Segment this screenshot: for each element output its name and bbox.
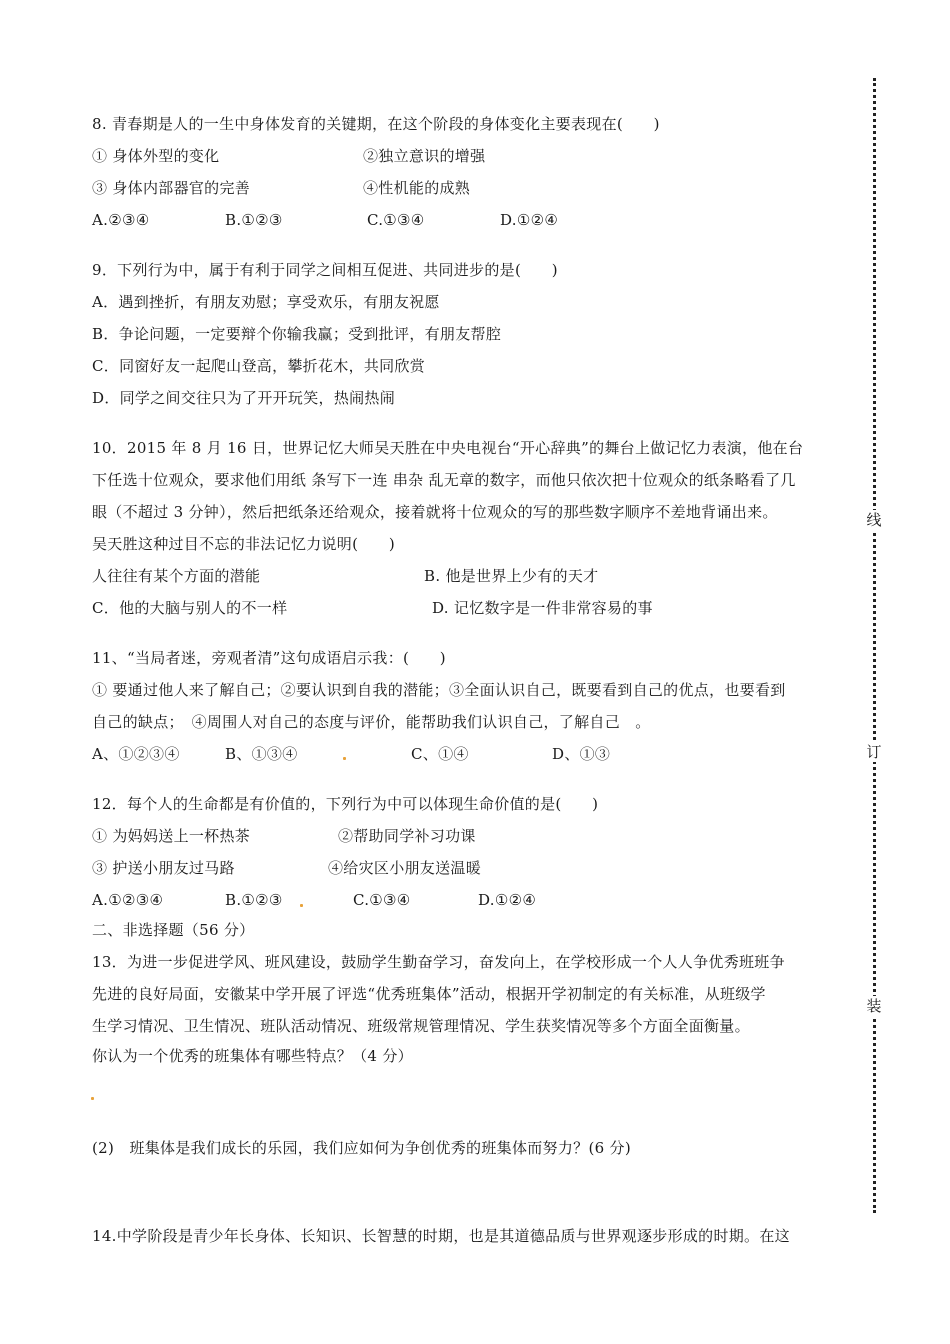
q9-option-c: C．同窗好友一起爬山登高，攀折花木，共同欣赏 <box>92 357 426 375</box>
section-heading-nonchoice: 二、非选择题（56 分） <box>92 921 255 939</box>
binding-dotted-line <box>873 78 876 1213</box>
q11-option-a: A、①②③④ <box>92 745 180 763</box>
q8-item-1: ① 身体外型的变化 <box>92 147 220 165</box>
q8-option-c: C.①③④ <box>367 211 425 229</box>
q10-option-c: C．他的大脑与别人的不一样 <box>92 599 288 617</box>
q8-item-4: ④性机能的成熟 <box>363 179 471 197</box>
q10-line-2: 下任选十位观众，要求他们用纸 条写下一连 串杂 乱无章的数字，而他只依次把十位观众的纸条略看了几 <box>92 471 796 489</box>
q8-item-2: ②独立意识的增强 <box>363 147 486 165</box>
q9-option-b: B．争论问题，一定要辩个你输我赢；受到批评，有朋友帮腔 <box>92 325 502 343</box>
q13-line-2: 先进的良好局面，安徽某中学开展了评选“优秀班集体”活动，根据开学初制定的有关标准，从班级学 <box>92 985 766 1003</box>
q12-item-2: ②帮助同学补习功课 <box>338 827 476 845</box>
scan-speck <box>91 1097 94 1100</box>
binding-label-zhuang: 装 <box>863 996 885 1016</box>
q12-stem: 12．每个人的生命都是有价值的，下列行为中可以体现生命价值的是( ) <box>92 795 599 813</box>
q11-stem: 11、“当局者迷，旁观者清”这句成语启示我：( ) <box>92 649 446 667</box>
q10-option-b: B. 他是世界上少有的天才 <box>424 567 599 585</box>
q11-option-d: D、①③ <box>552 745 611 763</box>
q8-stem: 8. 青春期是人的一生中身体发育的关键期，在这个阶段的身体变化主要表现在( ) <box>92 115 660 133</box>
q11-line-2: ① 要通过他人来了解自己；②要认识到自我的潜能；③全面认识自己，既要看到自己的优点，也要看到 <box>92 681 786 699</box>
q10-option-d: D. 记忆数字是一件非常容易的事 <box>432 599 653 617</box>
q11-option-c: C、①④ <box>411 745 469 763</box>
q12-option-b: B.①②③ <box>225 891 283 909</box>
q13-line-3: 生学习情况、卫生情况、班队活动情况、班级常规管理情况、学生获奖情况等多个方面全面衡量。 <box>92 1017 750 1035</box>
scan-speck <box>300 904 303 907</box>
q8-option-a: A.②③④ <box>92 211 150 229</box>
q12-item-1: ① 为妈妈送上一杯热茶 <box>92 827 251 845</box>
q8-item-3: ③ 身体内部器官的完善 <box>92 179 251 197</box>
q10-line-1: 10．2015 年 8 月 16 日，世界记忆大师吴天胜在中央电视台“开心辞典”的舞台上做记忆力表演，他在台 <box>92 439 804 457</box>
q12-item-4: ④给灾区小朋友送温暖 <box>328 859 482 877</box>
q11-line-3: 自己的缺点； ④周围人对自己的态度与评价，能帮助我们认识自己，了解自己 。 <box>92 713 651 731</box>
binding-label-xian: 线 <box>863 510 885 530</box>
q9-stem: 9．下列行为中，属于有利于同学之间相互促进、共同进步的是( ) <box>92 261 558 279</box>
q10-line-4: 吴天胜这种过目不忘的非法记忆力说明( ) <box>92 535 396 553</box>
q12-option-a: A.①②③④ <box>92 891 164 909</box>
q11-option-b: B、①③④ <box>225 745 298 763</box>
q12-item-3: ③ 护送小朋友过马路 <box>92 859 235 877</box>
q8-option-d: D.①②④ <box>500 211 559 229</box>
q13-line-1: 13．为进一步促进学风、班风建设，鼓励学生勤奋学习，奋发向上，在学校形成一个人人争优秀班班争 <box>92 953 785 971</box>
q13-sub-question-1: 你认为一个优秀的班集体有哪些特点？（4 分） <box>92 1047 413 1065</box>
q12-option-c: C.①③④ <box>353 891 411 909</box>
q13-sub-question-2: (2) 班集体是我们成长的乐园，我们应如何为争创优秀的班集体而努力？(6 分) <box>92 1139 631 1157</box>
q10-line-3: 眼（不超过 3 分钟），然后把纸条还给观众，接着就将十位观众的写的那些数字顺序不差地背诵出来。 <box>92 503 778 521</box>
scan-speck <box>343 757 346 760</box>
q10-option-a: 人往往有某个方面的潜能 <box>92 567 261 585</box>
q12-option-d: D.①②④ <box>478 891 537 909</box>
q14-line-1: 14.中学阶段是青少年长身体、长知识、长智慧的时期，也是其道德品质与世界观逐步形成的时期。在这 <box>92 1227 790 1245</box>
binding-label-ding: 订 <box>863 742 885 762</box>
q9-option-a: A．遇到挫折，有朋友劝慰；享受欢乐，有朋友祝愿 <box>92 293 440 311</box>
q9-option-d: D．同学之间交往只为了开开玩笑，热闹热闹 <box>92 389 396 407</box>
q8-option-b: B.①②③ <box>225 211 283 229</box>
